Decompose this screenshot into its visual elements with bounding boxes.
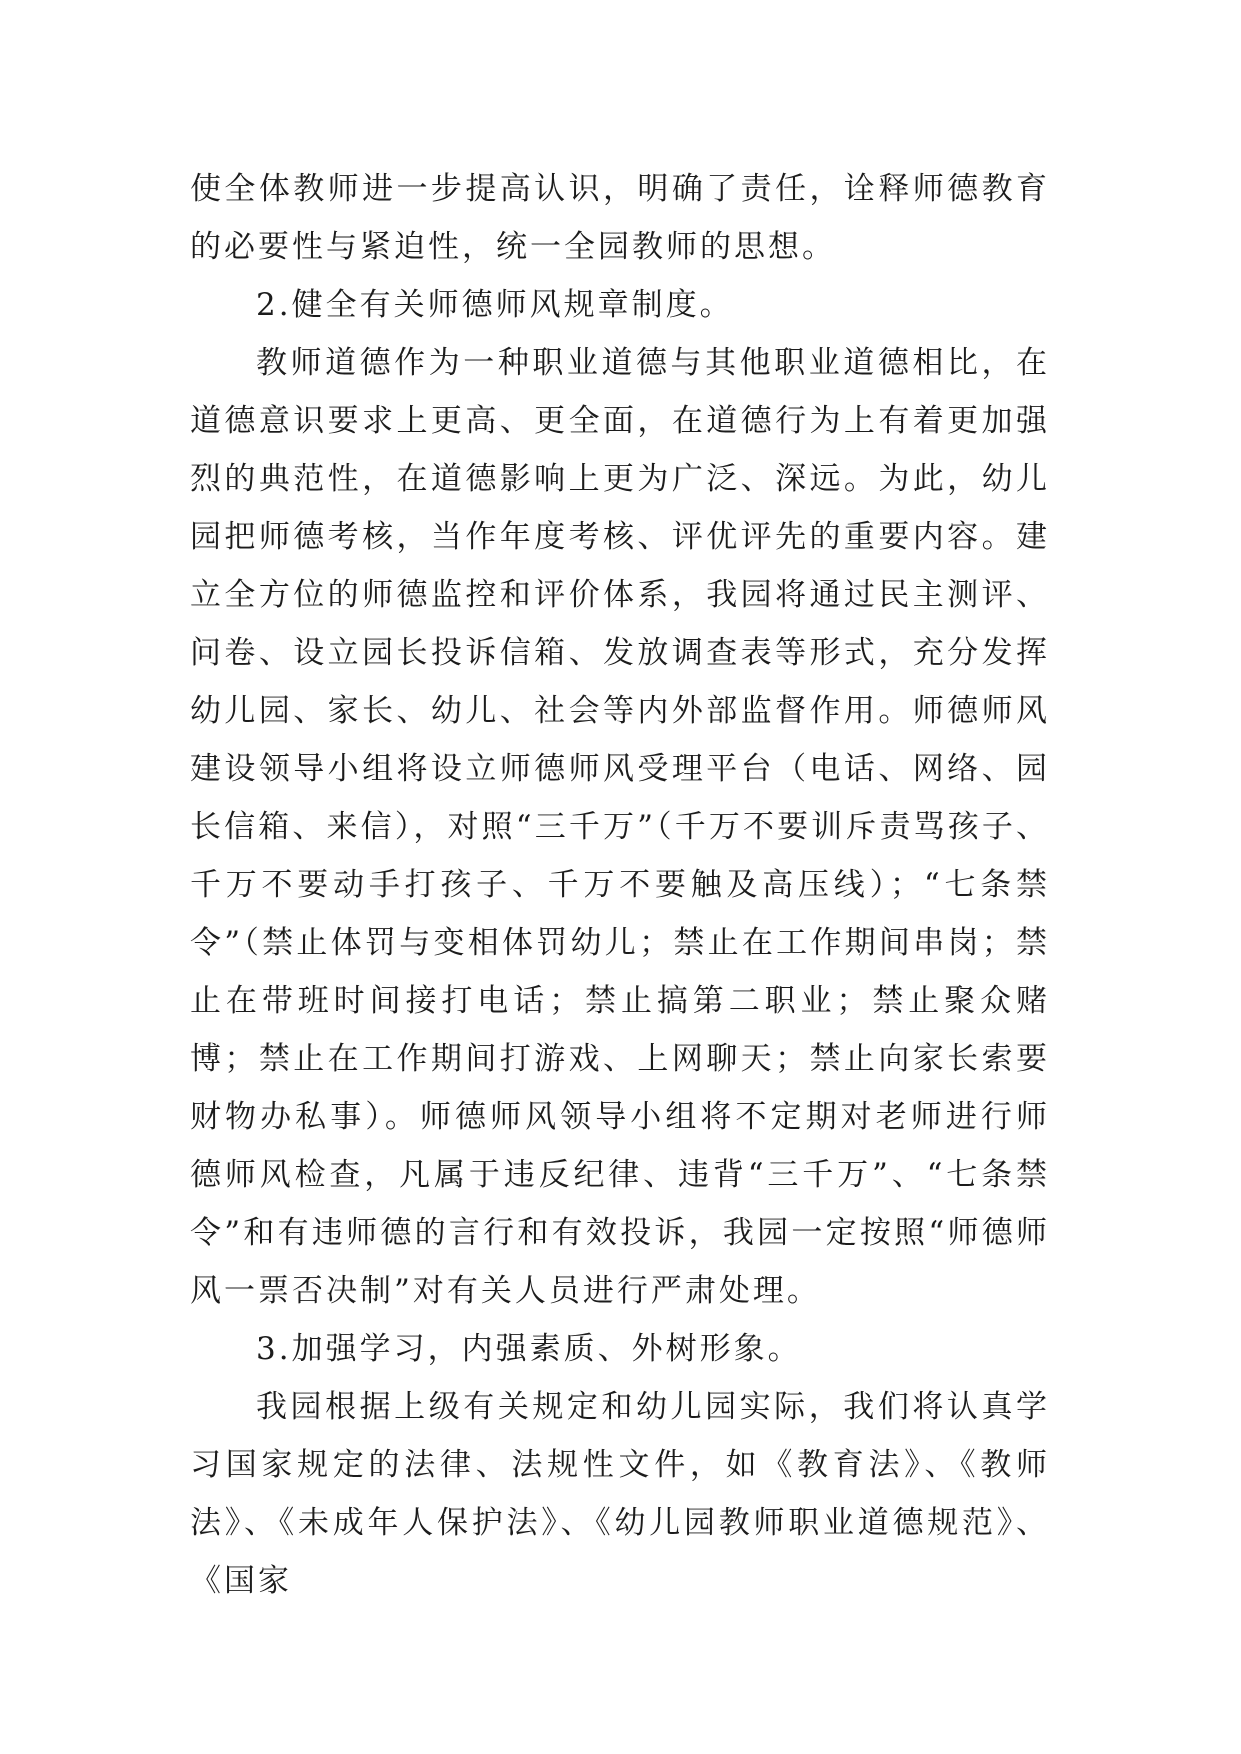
section-heading-2: 2.健全有关师德师风规章制度。 <box>256 287 734 323</box>
paragraph-section-2: 教师道德作为一种职业道德与其他职业道德相比，在道德意识要求上更高、更全面，在道德行为上有着更加强烈的典范性，在道德影响上更为广泛、深远。为此，幼儿园把师德考核，当作年度考核、评优评先的重要内容。建立全方位的师德监控和评价体系，我园将通过民主测评、问卷、设立园长投诉信箱、发放调查表等形式，充分发挥幼儿园、家长、幼儿、社会等内外部监督作用。师德师风建设领导小组将设立师德师风受理平台（电话、网络、园长信箱、来信），对照“三千万”（千万不要训斥责骂孩子、千万不要动手打孩子、千万不要触及高压线）；“七条禁令”（禁止体罚与变相体罚幼儿；禁止在工作期间串岗；禁止在带班时间接打电话；禁止搞第二职业；禁止聚众赌博；禁止在工作期间打游戏、上网聊天；禁止向家长索要财物办私事）。师德师风领导小组将不定期对老师进行师德师风检查，凡属于违反纪律、违背“三千万”、“七条禁令”和有违师德的言行和有效投诉，我园一定按照“师德师风一票否决制”对有关人员进行严肃处理。 <box>190 345 1050 1309</box>
paragraph-continuation: 使全体教师进一步提高认识，明确了责任，诠释师德教育的必要性与紧迫性，统一全园教师的思想。 <box>190 171 1050 265</box>
section-heading-3: 3.加强学习，内强素质、外树形象。 <box>256 1331 802 1367</box>
document-body <box>190 160 1050 1610</box>
paragraph-section-3: 我园根据上级有关规定和幼儿园实际，我们将认真学习国家规定的法律、法规性文件，如《教育法》、《教师法》、《未成年人保护法》、《幼儿园教师职业道德规范》、《国家 <box>190 1389 1050 1599</box>
